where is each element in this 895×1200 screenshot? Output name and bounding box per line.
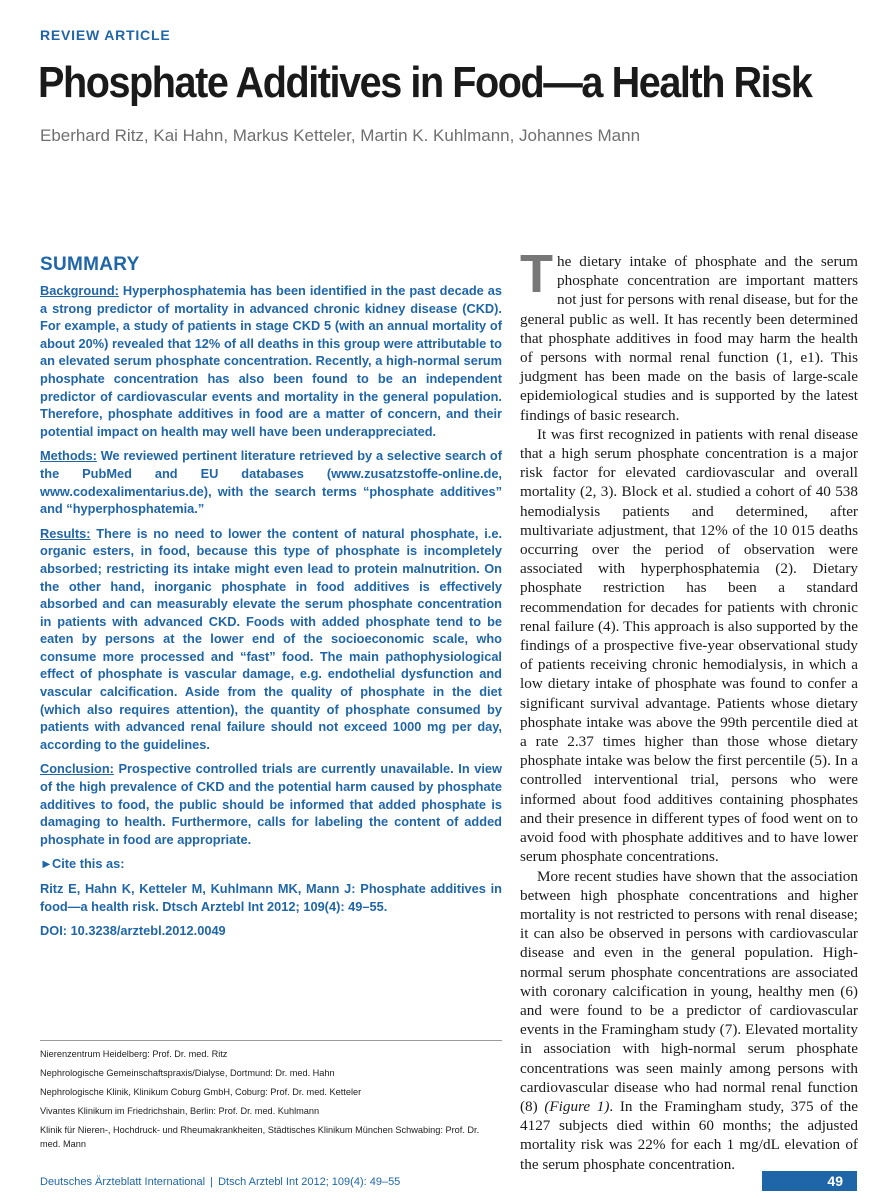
cite-reference: Ritz E, Hahn K, Ketteler M, Kuhlmann MK, Mann J: Phosphate additives in food—a health risk. Dtsch Arztebl Int 2012; 109(4): 49–55. <box>40 881 502 914</box>
affiliation-item: Nierenzentrum Heidelberg: Prof. Dr. med. Ritz <box>40 1049 228 1059</box>
summary-background <box>40 282 502 440</box>
cite-heading <box>40 855 502 873</box>
affiliation-item: Klinik für Nieren-, Hochdruck- und Rheumakrankheiten, Städtisches Klinikum München Schwabing: Prof. Dr. med. Mann <box>40 1125 480 1149</box>
conclusion-label: Conclusion: <box>40 761 114 777</box>
summary-methods <box>40 447 502 517</box>
page-number: 49 <box>827 1173 843 1189</box>
summary-conclusion <box>40 760 502 848</box>
cite-doi[interactable]: DOI: 10.3238/arztebl.2012.0049 <box>40 923 226 939</box>
affiliation-item: Nephrologische Klinik, Klinikum Coburg GmbH, Coburg: Prof. Dr. med. Ketteler <box>40 1087 362 1097</box>
body-paragraph-3 <box>520 867 858 1174</box>
body-paragraph-1 <box>520 244 858 425</box>
paragraph-3-text-a: More recent studies have shown that the association between high phosphate concentrations and higher mortality is not restricted to persons with renal disease; it can also be observed in persons with cardiovascular disease and even in the general population. High-normal serum phosphate concentrations are associated with coronary calcification in young, healthy men (6) and were found to be a predictor of cardiovascular events in the Framingham study (7). Elevated mortality in association with high-normal serum phosphate concentrations was seen mainly among persons with cardiovascular disease who had normal renal function (8) <box>520 867 858 1115</box>
summary-results <box>40 525 502 754</box>
article-title: Phosphate Additives in Food—a Health Risk <box>38 58 812 107</box>
page-number-box <box>762 1171 857 1191</box>
footer-separator: | <box>210 1176 214 1188</box>
background-label: Background: <box>40 283 119 298</box>
affiliation-item: Nephrologische Gemeinschaftspraxis/Dialyse, Dortmund: Dr. med. Hahn <box>40 1068 335 1078</box>
footer-journal: Deutsches Ärzteblatt International <box>40 1176 206 1188</box>
methods-label: Methods: <box>40 448 97 464</box>
author-list: Eberhard Ritz, Kai Hahn, Markus Ketteler, Martin K. Kuhlmann, Johannes Mann <box>40 126 641 145</box>
results-text: There is no need to lower the content of natural phosphate, i.e. organic esters, in food, because this type of phosphate is incompletely absorbed; restricting its intake might even lead to protein malnutrition. On the other hand, inorganic phosphate in food additives is effectively absorbed and can measurably elevate the serum phosphate concentration in patients with advanced CKD. Foods with added phosphate tend to be eaten by persons at the lower end of the socioeconomic scale, who consume more processed and “fast” food. The main pathophysiological effect of phosphate is vascular damage, e.g. endothelial dysfunction and vascular calcification. Aside from the quality of phosphate in the diet (which also requires attention), the quantity of phosphate consumed by patients with advanced renal failure should not exceed 1000 mg per day, according to the guidelines. <box>40 525 502 752</box>
triangle-right-icon: ► <box>40 856 53 872</box>
summary-block <box>40 282 502 947</box>
cite-label: Cite this as: <box>52 856 125 872</box>
figure-reference[interactable]: (Figure 1) <box>544 1097 610 1115</box>
paragraph-3-text-b: . In the Framingham study, 375 of the 4127 subjects died within 60 months; the adjusted mortality risk was 22% for each 1 mg/dL elevation of the serum phosphate concentration. <box>520 1097 858 1173</box>
conclusion-text: Prospective controlled trials are currently unavailable. In view of the high prevalence of CKD and the potential harm caused by phosphate additives to food, the public should be informed that added phosphate is damaging to health. Furthermore, calls for labeling the content of added phosphate in food are appropriate. <box>40 761 502 847</box>
page-footer <box>40 1176 400 1188</box>
body-paragraph-2: It was first recognized in patients with renal disease that a high serum phosphate concentration is a major risk factor for elevated cardiovascular and overall mortality (2, 3). Block et al. studied a cohort of 40 538 hemodialysis patients and determined, after multivariate adjustment, that 12% of the 10 015 deaths occurring over the period of observation were associated with hyperphosphatemia (2). Dietary phosphate restriction has been a standard recommendation for decades for patients with chronic renal failure (4). This approach is also supported by the findings of a prospective five-year observational study of patients receiving chronic hemodialysis, in which a low dietary intake of phosphate was found to confer a significant survival advantage. Patients whose dietary phosphate intake was above the 99th percentile died at a rate 2.37 times higher than those whose dietary phosphate intake was below the first percentile (5). In a controlled interventional trial, persons who were informed about food additives containing phosphates and their presence in different types of food went on to avoid food with phosphate additives and to have lower serum phosphate concentrations. <box>520 425 858 866</box>
article-type-label: REVIEW ARTICLE <box>40 27 171 43</box>
affiliation-item: Vivantes Klinikum im Friedrichshain, Berlin: Prof. Dr. med. Kuhlmann <box>40 1106 320 1116</box>
footer-citation: Dtsch Arztebl Int 2012; 109(4): 49–55 <box>218 1176 401 1188</box>
results-label: Results: <box>40 525 91 541</box>
body-text <box>520 244 858 1174</box>
background-text: Hyperphosphatemia has been identified in the past decade as a strong predictor of mortality in advanced chronic kidney disease (CKD). For example, a study of patients in stage CKD 5 (with an annual mortality of about 20%) revealed that 12% of all deaths in this group were attributable to an elevated serum phosphate concentration. Recently, a high-normal serum phosphate concentration has also been found to be an independent predictor of cardiovascular events and mortality in the general population. Therefore, phosphate additives in food are a matter of concern, and their potential impact on health may well have been underappreciated. <box>40 283 502 439</box>
methods-text: We reviewed pertinent literature retrieved by a selective search of the PubMed and EU databases (www.zusatzstoffe-online.de, www.codexalimentarius.de), with the search terms “phosphate additives” and “hyperphosphatemia.” <box>40 448 502 517</box>
affiliations <box>40 1040 502 1156</box>
paragraph-1-text: he dietary intake of phosphate and the serum phosphate concentration are important matters not just for persons with renal disease, but for the general public as well. It has recently been determined that phosphate additives in food may harm the health of persons with normal renal function (1, e1). This judgment has been made on the basis of large-scale epidemiological studies and is supported by the latest findings of basic research. <box>520 253 858 424</box>
summary-heading: SUMMARY <box>40 254 140 275</box>
drop-cap: T <box>520 244 553 304</box>
